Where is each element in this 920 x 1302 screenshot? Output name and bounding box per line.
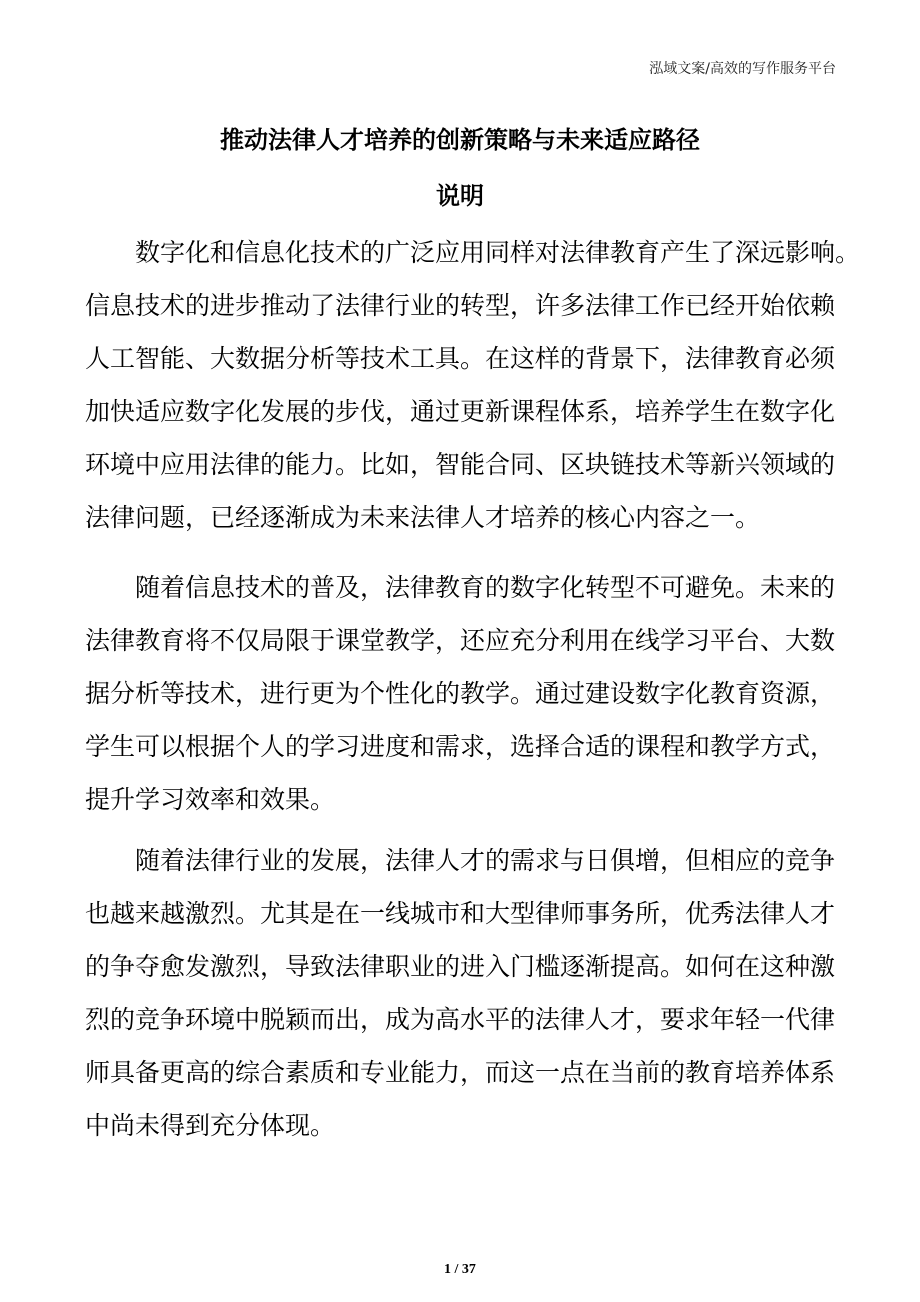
text-line: 中尚未得到充分体现。 (85, 1111, 336, 1140)
page-number: 1 / 37 (444, 1262, 476, 1277)
text-line: 也越来越激烈。尤其是在一线城市和大型律师事务所，优秀法律人才 (85, 899, 836, 928)
text-line: 加快适应数字化发展的步伐，通过更新课程体系，培养学生在数字化 (85, 397, 836, 426)
text-line: 提升学习效率和效果。 (85, 785, 336, 814)
text-line: 数字化和信息化技术的广泛应用同样对法律教育产生了深远影响。 (135, 238, 861, 267)
text-line: 人工智能、大数据分析等技术工具。在这样的背景下，法律教育必须 (85, 344, 836, 373)
text-line: 信息技术的进步推动了法律行业的转型，许多法律工作已经开始依赖 (85, 291, 836, 320)
text-line: 的争夺愈发激烈，导致法律职业的进入门槛逐渐提高。如何在这种激 (85, 952, 836, 981)
paragraph-1 (85, 226, 875, 544)
text-line: 法律问题，已经逐渐成为未来法律人才培养的核心内容之一。 (85, 503, 761, 532)
text-line: 学生可以根据个人的学习进度和需求，选择合适的课程和教学方式， (85, 732, 836, 761)
text-line: 环境中应用法律的能力。比如，智能合同、区块链技术等新兴领域的 (85, 450, 836, 479)
text-line: 据分析等技术，进行更为个性化的教学。通过建设数字化教育资源， (85, 679, 836, 708)
text-line: 随着法律行业的发展，法律人才的需求与日俱增，但相应的竞争 (135, 846, 836, 875)
text-line: 烈的竞争环境中脱颖而出，成为高水平的法律人才，要求年轻一代律 (85, 1005, 836, 1034)
section-heading: 说明 (436, 182, 484, 210)
text-line: 法律教育将不仅局限于课堂教学，还应充分利用在线学习平台、大数 (85, 626, 836, 655)
text-line: 师具备更高的综合素质和专业能力，而这一点在当前的教育培养体系 (85, 1058, 836, 1087)
paragraph-2 (85, 561, 875, 826)
page-header: 泓域文案/高效的写作服务平台 (649, 61, 836, 77)
document-title: 推动法律人才培养的创新策略与未来适应路径 (220, 126, 700, 154)
text-line: 随着信息技术的普及，法律教育的数字化转型不可避免。未来的 (135, 573, 836, 602)
paragraph-3 (85, 834, 875, 1152)
